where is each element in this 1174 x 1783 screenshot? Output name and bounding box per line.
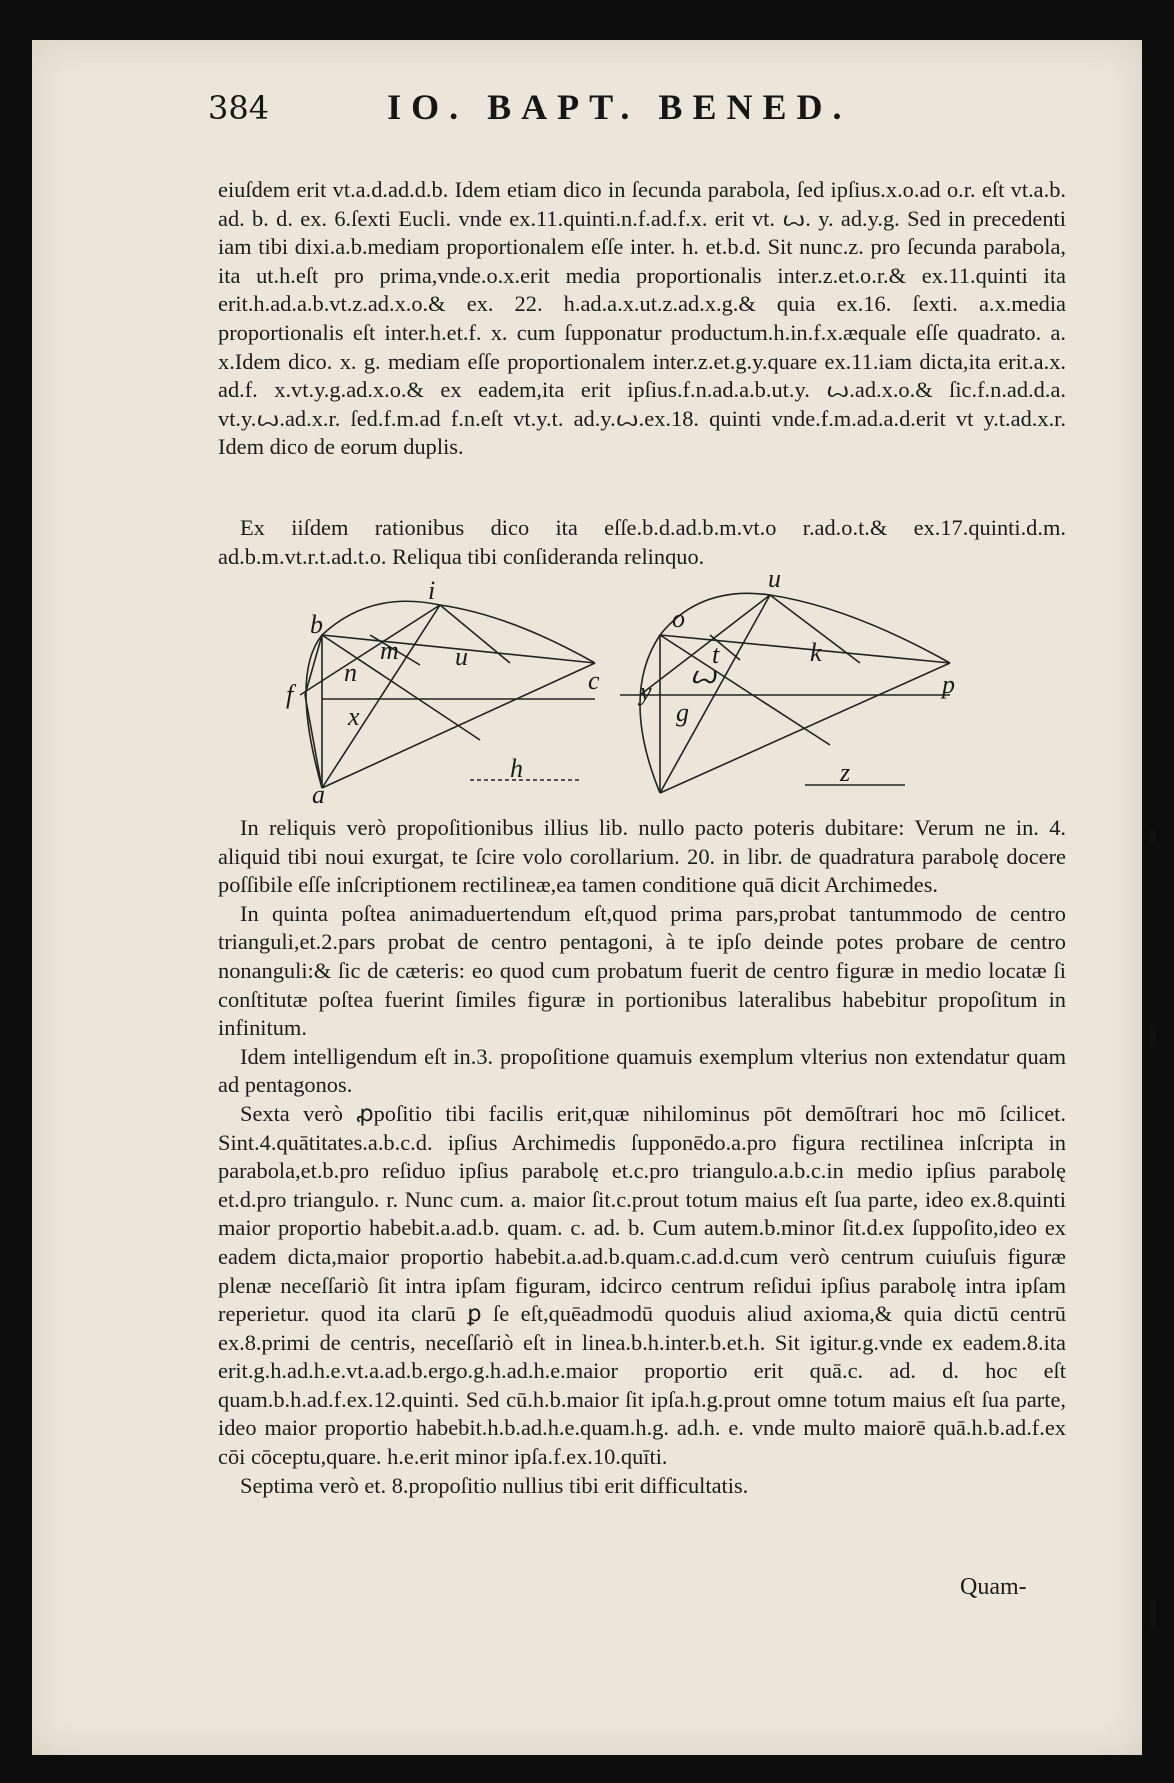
fig-label: u: [455, 642, 468, 671]
page-number: 384: [208, 89, 270, 127]
page-edge-mark: [1150, 1025, 1156, 1047]
geometric-figure: [270, 565, 1060, 815]
fig-label: n: [344, 658, 357, 687]
page-header: [208, 86, 1008, 136]
left-parabola-curve: [306, 601, 595, 788]
right-parabola-curve: [640, 593, 950, 793]
paragraph: Sexta verò ꝓpoſitio tibi facilis erit,quæ nihilominus pōt demōſtrari hoc mō ſcilicet. Sint.4.quātitates.a.b.c.d. ipſius Archimedis ſupponēdo.a.pro figura rectilinea inſcripta in parabola,et.b.pro reſiduo ipſius parabolę et.c.pro triangulo.a.b.c.in medio ipſius parabolę et.d.pro triangulo. r. Nunc cum. a. maior ſit.c.prout totum maius eſt ſua parte, ideo ex.8.quinti maior proportio habebit.a.ad.b. quam. c. ad. b. Cum autem.b.minor ſit.d.ex ſuppoſito,ideo ex eadem dicta,maior proportio habebit.a.ad.b.quam.c.ad.d.cum verò centrum cuiuſuis figuræ plenæ neceſſariò ſit intra ipſam figuram, idcirco centrum reſidui ipſius parabolę intra ipſam reperietur. quod ita clarū ꝑ ſe eſt,quēadmodū quoduis aliud axioma,& quia dictū centrū ex.8.primi de centris, neceſſariò eſt in linea.b.h.inter.b.et.h. Sit igitur.g.vnde ex eadem.8.ita erit.g.h.ad.h.e.vt.a.ad.b.ergo.g.h.ad.h.e.maior proportio erit quā.c. ad. d. hoc eſt quam.b.h.ad.f.ex.12.quinti. Sed cū.h.b.maior ſit ipſa.h.g.prout omne totum maius eſt ſua parte, ideo maior proportio habebit.h.b.ad.h.e.quam.h.g. ad.h. e. vnde multo maiorē quā.h.b.ad.f.ex cōi cōceptu,quare. h.e.erit minor ipſa.f.ex.10.quīti.: [218, 1100, 1066, 1470]
paragraph: Ex iiſdem rationibus dico ita eſſe.b.d.ad.b.m.vt.o r.ad.o.t.& ex.17.quinti.d.m. ad.b.m.vt.r.t.ad.t.o. Reliqua tibi conſideranda relinquo.: [218, 515, 1066, 569]
fig-label: o: [672, 604, 685, 633]
right-line: [660, 635, 830, 745]
paragraph: eiuſdem erit vt.a.d.ad.d.b. Idem etiam dico in ſecunda parabola, ſed ipſius.x.o.ad o.r. eſt vt.a.b. ad. b. d. ex. 6.ſexti Eucli. vnde ex.11.quinti.n.f.ad.f.x. erit vt. ꙍ. y. ad.y.g. Sed in precedenti iam tibi dixi.a.b.mediam proportionalem eſſe inter. h. et.b.d. Sit nunc.z. pro ſecunda parabola, ita ut.h.eſt pro prima,vnde.o.x.erit media proportionalis inter.z.et.o.r.& ex.11.quinti ita erit.h.ad.a.b.vt.z.ad.x.o.& ex. 22. h.ad.a.x.ut.z.ad.x.g.& quia ex.16. ſexti. a.x.media proportionalis eſt inter.h.et.f. x. cum ſupponatur productum.h.in.f.x.æquale eſſe quadrato. a. x.Idem dico. x. g. mediam eſſe proportionalem inter.z.et.g.y.quare ex.11.iam dicta,ita erit.a.x. ad.f. x.vt.y.g.ad.x.o.& ex eadem,ita erit ipſius.f.n.ad.a.b.ut.y. ꙍ.ad.x.o.& ſic.f.n.ad.d.a. vt.y.ꙍ.ad.x.r. ſed.f.m.ad f.n.eſt vt.y.t. ad.y.ꙍ.ex.18. quinti vnde.f.m.ad.a.d.erit vt y.t.ad.x.r. Idem dico de eorum duplis.: [218, 177, 1066, 460]
fig-label: t: [712, 640, 720, 669]
fig-label: g: [676, 698, 689, 727]
right-parabola-figure: [620, 565, 955, 793]
left-line: [305, 695, 322, 788]
page-edge-mark: [1150, 1600, 1156, 1630]
running-head: IO. BAPT. BENED.: [387, 87, 852, 127]
page-edge-mark: [1150, 830, 1156, 844]
fig-label: a: [312, 780, 325, 809]
text-block-top: [218, 176, 1066, 462]
fig-label: b: [310, 610, 323, 639]
left-parabola-figure: [286, 576, 600, 809]
right-line: [660, 635, 950, 663]
fig-label: u: [768, 565, 781, 593]
fig-label: p: [942, 670, 955, 699]
fig-label: x: [348, 702, 360, 731]
catchword: Quam-: [960, 1574, 1027, 1600]
fig-label: ꙍ: [690, 660, 717, 689]
fig-label: f: [286, 680, 294, 709]
fig-label: i: [428, 576, 436, 605]
paragraph: In quinta poſtea animaduertendum eſt,quod prima pars,probat tantummodo de centro trianguli,et.2.pars probat de centro pentagoni, à te ipſo deinde potes probare de centro nonanguli:& ſic de cæteris: eo quod cum probatum fuerit de centro figuræ in medio locatæ ſi conſtitutæ poſtea fuerint ſimiles figuræ in portionibus lateralibus habebitur propoſitum in infinitum.: [218, 900, 1066, 1041]
fig-label: m: [380, 636, 399, 665]
paragraph: Septima verò et. 8.propoſitio nullius tibi erit difficultatis.: [240, 1472, 749, 1498]
fig-label: k: [810, 638, 822, 667]
text-block-bottom: [218, 814, 1066, 1500]
fig-label: h: [510, 754, 523, 783]
paragraph: Idem intelligendum eſt in.3. propoſitione quamuis exemplum vlterius non extendatur quam ad pentagonos.: [218, 1043, 1066, 1098]
paragraph: In reliquis verò propoſitionibus illius lib. nullo pacto poteris dubitare: Verum ne in. 4. aliquid tibi noui exurgat, te ſcire volo corollarium. 20. in libr. de quadratura parabolę docere poſſibile eſſe inſcriptionem rectilineæ,ea tamen conditione quā dicit Archimedes.: [218, 815, 1066, 898]
parabola-diagram: [270, 565, 1060, 815]
fig-label: z: [840, 758, 851, 787]
fig-label: c: [588, 666, 600, 695]
text-block-top-end: [218, 514, 1066, 571]
left-line: [440, 605, 510, 663]
fig-label: y: [640, 677, 652, 706]
